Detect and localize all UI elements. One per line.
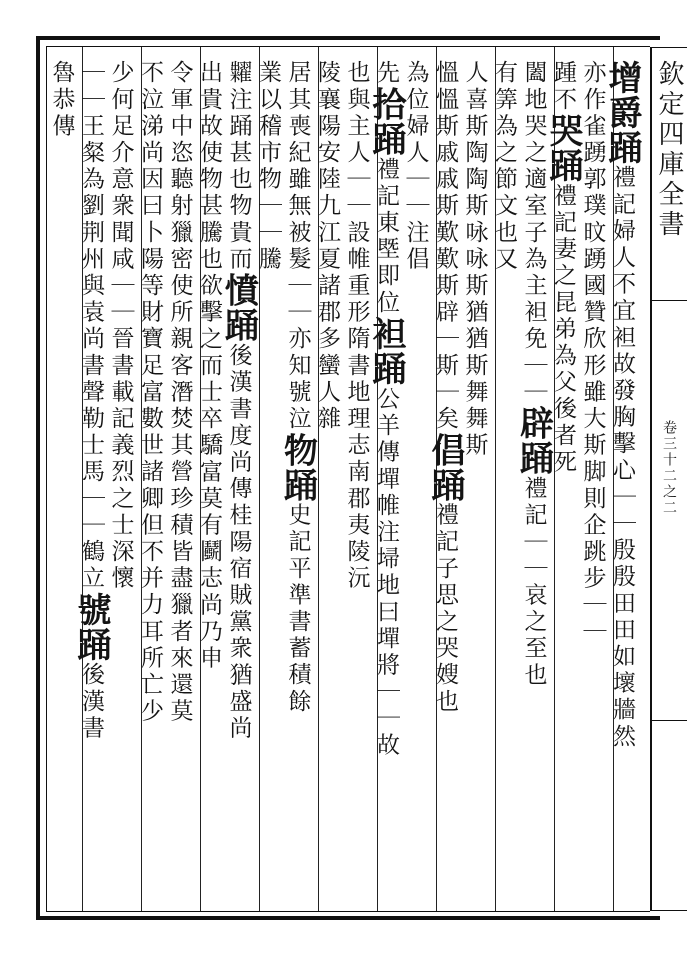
text-column	[366, 60, 407, 759]
text-run: 設帷重形隋書地理志南郡夷陵沅	[343, 219, 370, 593]
text-column	[461, 60, 495, 459]
text-run: 後漢書	[78, 662, 104, 742]
headword: 辟踊	[513, 405, 554, 476]
headword: 增爵踊	[602, 60, 642, 165]
headword: 憤踊	[218, 272, 259, 343]
headword: 號踊	[71, 592, 111, 662]
headword: 物踊	[277, 432, 318, 503]
text-column	[48, 60, 82, 140]
text-column	[218, 60, 259, 742]
text-run: 也	[343, 60, 370, 87]
headword: 倡踊	[425, 432, 465, 503]
text-run: 欲擊之而士卒驕富莫有鬬志尚乃申	[196, 272, 222, 672]
text-column	[602, 60, 643, 751]
text-column	[255, 60, 289, 273]
text-column	[314, 60, 348, 433]
headword: 拾踊	[366, 86, 406, 157]
text-column	[107, 60, 141, 592]
text-run: 與主人｜｜	[343, 86, 370, 220]
text-run: 後漢書度尚傳桂陽宿賊黨衆猶盛尚	[225, 342, 252, 742]
text-run: 令軍中恣聽射獵密使所親客潛焚其營珍積皆盡獵者來還莫	[166, 60, 193, 725]
text-run: 為位婦人｜｜注倡	[402, 60, 429, 273]
text-column	[196, 60, 230, 672]
text-run: 出貴故使物甚騰也	[196, 60, 222, 273]
text-run: 陵襄陽安陸九江夏諸郡多蠻人雜	[314, 60, 340, 433]
text-column	[543, 60, 584, 476]
text-run: 哭之適室子為主袒免｜｜	[520, 113, 547, 406]
text-run: 魯恭傳	[48, 60, 75, 140]
text-run: 禮記子思之哭嫂也	[432, 502, 458, 716]
text-run: 業以稽市物｜｜騰	[255, 60, 281, 273]
book-title: 欽定四庫全書	[654, 60, 684, 240]
text-run: 禮記｜｜哀之至也	[520, 475, 547, 689]
chapter-number: 卷三十二之二	[661, 420, 677, 516]
text-column	[513, 60, 554, 689]
text-run: ｜｜王粲為劉荆州與袁尚書聲勒士馬｜｜鶴立	[78, 60, 104, 592]
text-column	[402, 60, 436, 273]
text-run: 先	[373, 60, 399, 87]
text-run: 公羊傳墠帷注埽地曰墠將｜｜故	[373, 386, 399, 759]
text-column	[277, 60, 318, 716]
headword: 哭踊	[543, 113, 583, 184]
headword: 袒踊	[366, 316, 406, 387]
text-run: 少何足介意衆聞咸｜｜	[107, 60, 134, 326]
text-column	[579, 60, 613, 646]
text-run: 禮記妻之昆弟為父後者死	[550, 183, 576, 476]
text-run: 禮記婦人不宜袒故發胸擊心｜｜殷殷田田如壞牆然	[609, 165, 635, 751]
margin-tick	[650, 910, 687, 911]
text-run: 居其喪紀雖無被髮｜｜亦知號泣	[284, 60, 311, 433]
text-run: 闔地	[520, 60, 547, 114]
text-run: 糶注踊甚也物貴而	[225, 60, 252, 273]
margin-tick	[650, 300, 687, 301]
text-run: 亦作雀踴郭璞旼踴國贊欣形雖大斯脚則企跳步｜｜	[579, 60, 606, 646]
text-run: 不泣涕尚因曰卜陽等財寶足富數世諸卿但不并力耳所亡少	[137, 60, 163, 725]
text-column	[491, 60, 525, 273]
text-column	[425, 60, 466, 716]
text-column	[343, 60, 377, 593]
text-run: 踵不	[550, 60, 576, 114]
text-run: 晉書載記義烈之士深懷	[107, 326, 134, 592]
text-column	[137, 60, 171, 725]
text-run: 慍慍斯戚戚斯歎歎斯辟｜斯｜矣	[432, 60, 458, 433]
margin-tick	[650, 720, 687, 721]
text-run: 人喜斯陶陶斯咏咏斯猶猶斯舞舞斯	[461, 60, 488, 459]
margin-tick	[650, 47, 687, 48]
text-run: 禮記東塈即位	[373, 156, 399, 317]
text-run: 史記平準書蓄積餘	[284, 502, 311, 716]
text-column	[166, 60, 200, 725]
text-run: 有筭為之節文也又	[491, 60, 517, 273]
text-column	[71, 60, 112, 742]
